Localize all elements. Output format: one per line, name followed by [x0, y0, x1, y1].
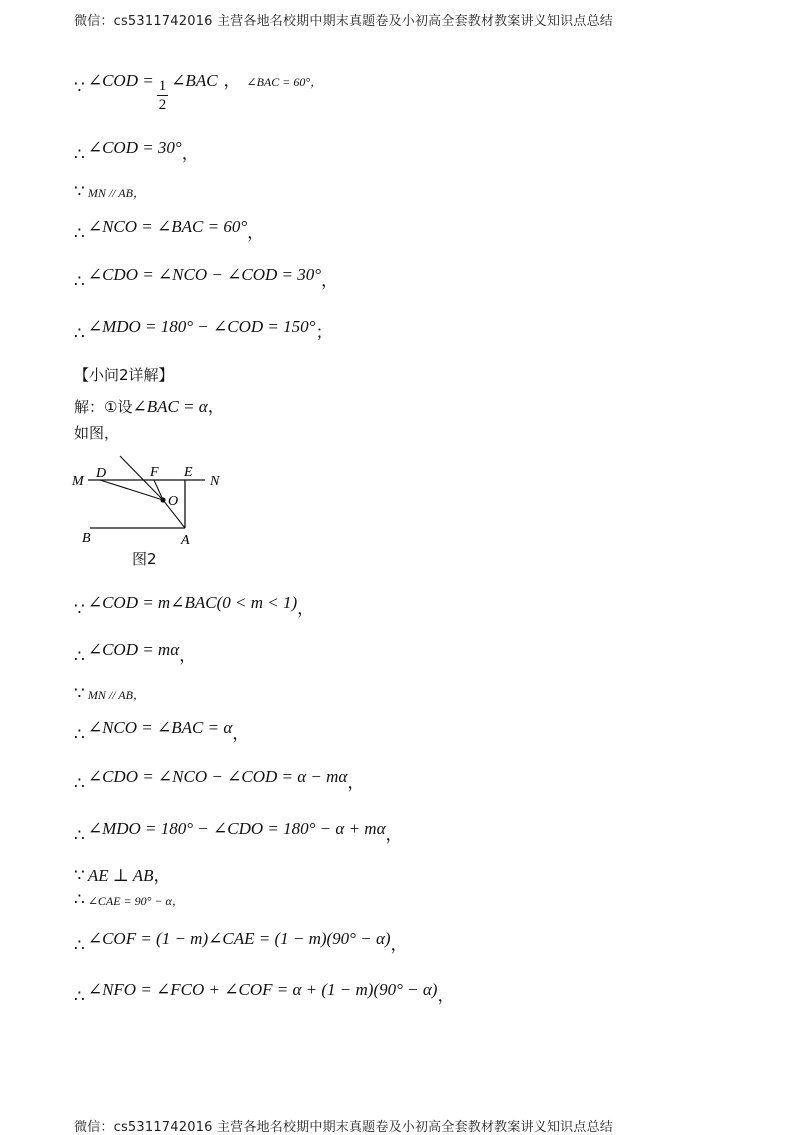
step-line: ∵ ∠COD = m∠BAC(0 < m < 1) ， — [74, 593, 315, 619]
therefore-symbol: ∴ — [74, 647, 85, 666]
label-D: D — [96, 466, 107, 481]
therefore-symbol: ∴ — [74, 324, 85, 343]
therefore-symbol: ∴ — [74, 987, 85, 1006]
therefore-symbol: ∴ — [74, 272, 85, 291]
label-N: N — [210, 474, 220, 489]
step-line: ∵ MN // AB ， — [74, 684, 145, 703]
page-header: 微信：cs5311742016 主营各地名校期中期末真题卷及小初高全套教材教案讲义知识点总结 — [74, 14, 613, 29]
step-line: ∴ ∠NFO = ∠FCO + ∠COF = α + (1 − m)(90° − α) ， — [74, 980, 455, 1006]
step-line: ∵ ∠COD = $\frac{1}{2}$ ∠BAC ， ∠BAC = 60°， — [74, 71, 323, 113]
step-line: ∵ AE ⊥ AB ， — [74, 866, 171, 885]
step-line: ∴ ∠CDO = ∠NCO − ∠COD = 30° ， — [74, 265, 339, 291]
step-line: ∴ ∠NCO = ∠BAC = α ， — [74, 718, 250, 744]
because-symbol: ∵ — [74, 866, 85, 885]
therefore-symbol: ∴ — [74, 774, 85, 793]
because-symbol: ∵ — [74, 600, 85, 619]
label-E: E — [184, 465, 193, 480]
therefore-symbol: ∴ — [74, 145, 85, 164]
step-line: ∴ ∠CDO = ∠NCO − ∠COD = α − mα ， — [74, 767, 365, 793]
fraction: $\frac{1}{2}$ — [158, 78, 167, 113]
solution-line: 解：①设 ∠BAC = α ， — [74, 397, 225, 416]
because-symbol: ∵ — [74, 78, 85, 97]
label-A: A — [181, 533, 190, 548]
subquestion-heading: 【小问2详解】 — [74, 366, 174, 384]
therefore-symbol: ∴ — [74, 224, 85, 243]
page-footer: 微信：cs5311742016 主营各地名校期中期末真题卷及小初高全套教材教案讲义知识点总结 — [74, 1120, 613, 1135]
therefore-symbol: ∴ — [74, 826, 85, 845]
step-line: ∴ ∠NCO = ∠BAC = 60° ， — [74, 217, 265, 243]
label-F: F — [150, 465, 159, 480]
step-line: ∴ ∠CAE = 90° − α ， — [74, 890, 184, 909]
step-line: ∴ ∠COF = (1 − m)∠CAE = (1 − m)(90° − α) ， — [74, 929, 408, 955]
label-O: O — [168, 494, 179, 509]
step-line: ∴ ∠COD = 30° ， — [74, 138, 199, 164]
therefore-symbol: ∴ — [74, 725, 85, 744]
step-line: ∴ ∠MDO = 180° − ∠CDO = 180° − α + mα ， — [74, 819, 403, 845]
step-line: ∴ ∠COD = mα ， — [74, 640, 197, 666]
figure-caption: 图2 — [132, 550, 157, 568]
therefore-symbol: ∴ — [74, 890, 85, 909]
step-line: ∴ ∠MDO = 180° − ∠COD = 150° ； — [74, 317, 333, 343]
because-symbol: ∵ — [74, 684, 85, 703]
therefore-symbol: ∴ — [74, 936, 85, 955]
because-symbol: ∵ — [74, 182, 85, 201]
label-M: M — [72, 474, 84, 489]
label-B: B — [82, 531, 91, 546]
solution-line: 如图， — [74, 424, 120, 442]
step-line: ∵ MN // AB ， — [74, 182, 145, 201]
